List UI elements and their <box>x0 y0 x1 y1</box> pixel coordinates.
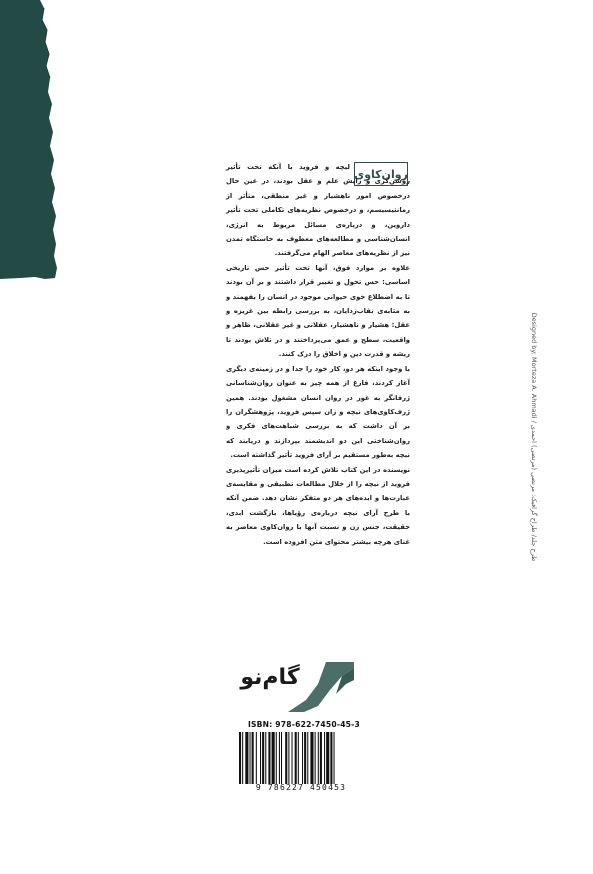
back-cover-blurb <box>226 160 410 549</box>
barcode-digits: 9 786227 450453 <box>255 783 347 792</box>
isbn-label: ISBN: 978-622-7450-45-3 <box>247 720 360 729</box>
cover-designer-credit <box>527 312 541 562</box>
blurb-paragraph-1: لیچه و فروید با آنکه تحت تأثیر روشن‌گری و زایش علم و عقل بودند، در عین حال درخصوص امور ناهشیار و غیر منطقی، متأثر از رمانتیسیسم، و درخصوص نظریه‌های تکاملی تحت تأثیر داروین، و درباره‌ی مسائل مربوط به انرژی، انسان‌شناسی و مطالعه‌های معطوف به خاستگاه تمدن نیز از نظریه‌های معاصر الهام می‌گرفتند. <box>226 163 410 258</box>
series-logo-label: روان‌کاوی <box>354 167 408 181</box>
cover-designer-credit-text: طرح جلد/ طراح گرافیک: مرتضی (مرتضی) احمدی / Designed by: Morteza A. Ahmadi <box>530 312 538 562</box>
blurb-paragraph-2: علاوه بر موارد فوق، آنها تحت تأثیر حس تاریخی اساسی: حس تحول و تغییر قرار داشتند و بر آن بودند تا به اضطلاع خوی حیوانی موجود در انسان را بفهمند و به مثابه‌ی نقاب‌زدایان، به بررسی رابطه بین غریزه و عقل: هشیار و ناهشیار، عقلانی و غیر عقلانی، ظاهر و واقعیت، سطح و عمق می‌پرداختند و در تلاش بودند تا ریشه و قدرت دین و اخلاق را درک کنند. <box>226 263 410 359</box>
barcode <box>237 732 365 784</box>
spine-color-band <box>0 0 120 300</box>
blurb-paragraph-3: با وجود اینکه هر دو، کار خود را جدا و در زمینه‌ی دیگری آغاز کردند، فارغ از همه چیز به عنوان روان‌شناسانی ژرفانگر به غور در روان انسان مشغول بودند. همین ژرف‌کاوی‌های نیچه و زان سپس فروید، پژوهشگران را بر آن داشت که به بررسی شباهت‌های فکری و روان‌شناختی این دو اندیشمند بپردازند و دریابند که نیچه به‌طور مستقیم بر آرای فروید تأثیر گذاشته است. <box>226 364 410 460</box>
blurb-paragraph-4: نویسنده در این کتاب تلاش کرده است میزان تأثیرپذیری فروید از نیچه را از خلال مطالعات تطبیقی و مقایسه‌ی عبارت‌ها و ایده‌های هر دو متفکر نشان دهد. ضمن آنکه با طرح آرای نیچه درباره‌ی رؤیاها، بازگشت ابدی، حقیقت، جنس زن و نسبت آنها با روان‌کاوی معاصر به غنای هرچه بیشتر محتوای متن افزوده است. <box>226 465 410 546</box>
publisher-name: گام‌نو <box>240 665 300 690</box>
